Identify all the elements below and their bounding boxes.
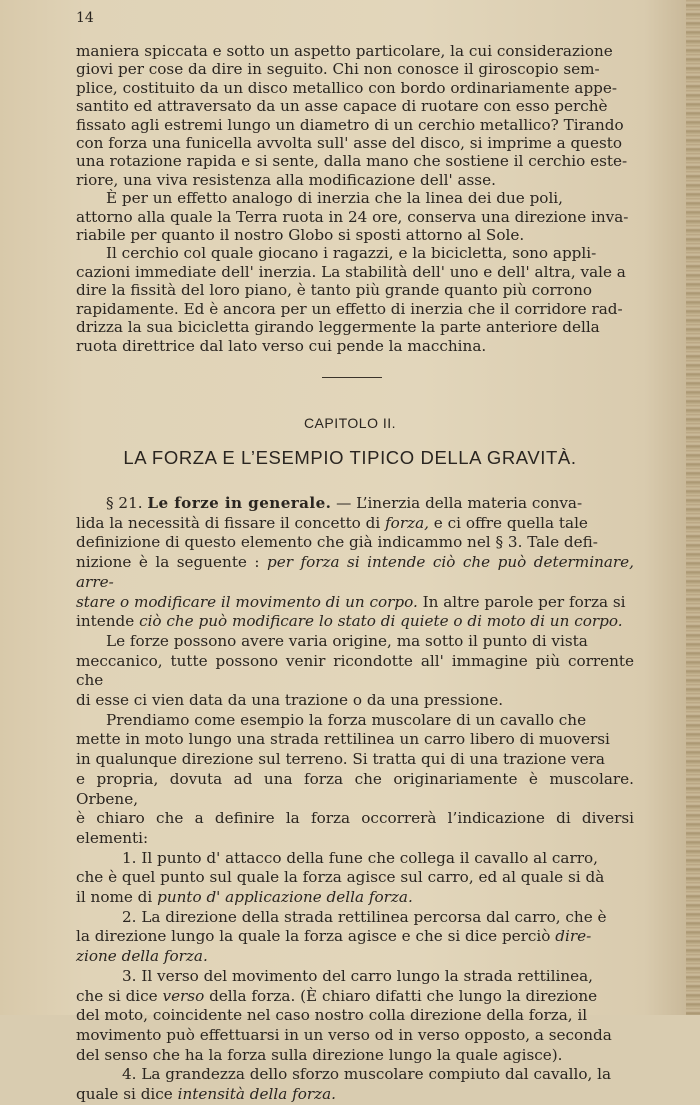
paragraph-3: Il cerchio col quale giocano i ragazzi, e la bicicletta, sono appli- cazioni immediate dell' inerzia. La stabilità dell' uno e dell' altra, vale a dire la fissità del loro piano, è tanto più grande quanto più corrono rapidamente. Ed è ancora per un effetto di inerzia che il corridore rad- drizza la sua bicicletta girando leggermente la parte anteriore della ruota direttrice dal lato verso cui pende la macchina.: [76, 244, 626, 355]
list-item-4: 4. La grandezza dello sforzo muscolare compiuto dal cavallo, la quale si dice intensità della forza.: [76, 1065, 612, 1104]
italic-text: stare o modificare il movimento di un corpo.: [76, 592, 418, 611]
paragraph-example: Prendiamo come esempio la forza muscolare di un cavallo che mette in moto lungo una strada rettilinea un carro libero di muoversi in qualunque direzione sul terreno. Si tratta qui di una trazione vera e propria, dovuta ad una forza che originariamente è muscolare. Orbene, è chiaro che a definire la forza occorrerà l’indicazione di diversi elementi:: [76, 710, 634, 847]
paragraph-2: È per un effetto analogo di inerzia che la linea dei due poli, attorno alla quale la Terra ruota in 24 ore, conserva una direzione inva- riabile per quanto il nostro Globo si sposti attorno al Sole.: [76, 189, 629, 245]
paragraph-1: maniera spiccata e sotto un aspetto particolare, la cui considerazione giovi per cose da dire in seguito. Chi non conosce il giroscopio sem- plice, costituito da un disco metallico con bordo ordinariamente appe- santito ed attraversato da un asse capace di ruotare con esso perchè fissato agli estremi lungo un diametro di un cerchio metallico? Tirando con forza una funicella avvolta sull' asse del disco, si imprime a questo una rotazione rapida e si sente, dalla mano che sostiene il cerchio este- riore, una viva resistenza alla modificazione dell' asse.: [76, 42, 628, 189]
list-item-2: 2. La direzione della strada rettilinea percorsa dal carro, che è la direzione lungo la quale la forza agisce e che si dice perciò dire- zione della forza.: [76, 907, 607, 966]
italic-text: zione della forza.: [76, 947, 208, 966]
italic-text: dire-: [555, 927, 592, 946]
section-number: § 21.: [106, 494, 143, 512]
section-heading: Le forze in generale.: [147, 494, 332, 512]
chapter-label: CAPITOLO II.: [303, 415, 397, 431]
italic-text: forza,: [385, 513, 429, 532]
section-divider: [322, 377, 382, 378]
paragraph-origin: Le forze possono avere varia origine, ma sotto il punto di vista meccanico, tutte possono venir ricondotte all' immagine più corrente che di esse ci vien data da una trazione o da una pressione.: [76, 631, 634, 710]
section-heading-paragraph: [76, 494, 634, 632]
section1-text: [76, 42, 634, 355]
italic-text: punto d' applicazione della forza.: [157, 888, 413, 907]
section2-text: [76, 494, 634, 1105]
heading-dash: —: [331, 494, 357, 512]
list-item-3: 3. Il verso del movimento del carro lungo la strada rettilinea, che si dice verso della forza. (È chiaro difatti che lungo la direzione del moto, coincidente nel caso nostro colla direzione della forza, il movimento può effettuarsi in un verso od in verso opposto, a seconda del senso che ha la forza sulla direzione lungo la quale agisce).: [76, 966, 612, 1064]
italic-text: ciò che può modificare lo stato di quiete o di moto di un corpo.: [139, 612, 623, 631]
chapter-title: LA FORZA E L’ESEMPIO TIPICO DELLA GRAVITÀ.: [123, 447, 577, 468]
paragraph-definition: L’inerzia della materia conva- lida la necessità di fissare il concetto di forza, e ci offre quella tale definizione di questo elemento che già indicammo nel § 3. Tale defi- nizione è la seguente : per forza si intende ciò che può determinare, arre- stare o modificare il movimento di un corpo. In altre parole per forza si intende ciò che può modificare lo stato di quiete o di moto di un corpo.: [76, 494, 634, 631]
italic-text: intensità della forza.: [177, 1085, 336, 1104]
italic-text: verso: [162, 986, 205, 1005]
page-number: 14: [76, 10, 94, 26]
italic-text: per forza si intende ciò che può determinare, arre-: [76, 553, 634, 591]
page-edge: [686, 0, 700, 1015]
list-item-1: 1. Il punto d' attacco della fune che collega il cavallo al carro, che è quel punto sul quale la forza agisce sul carro, ed al quale si dà il nome di punto d' applicazione della forza.: [76, 848, 605, 907]
